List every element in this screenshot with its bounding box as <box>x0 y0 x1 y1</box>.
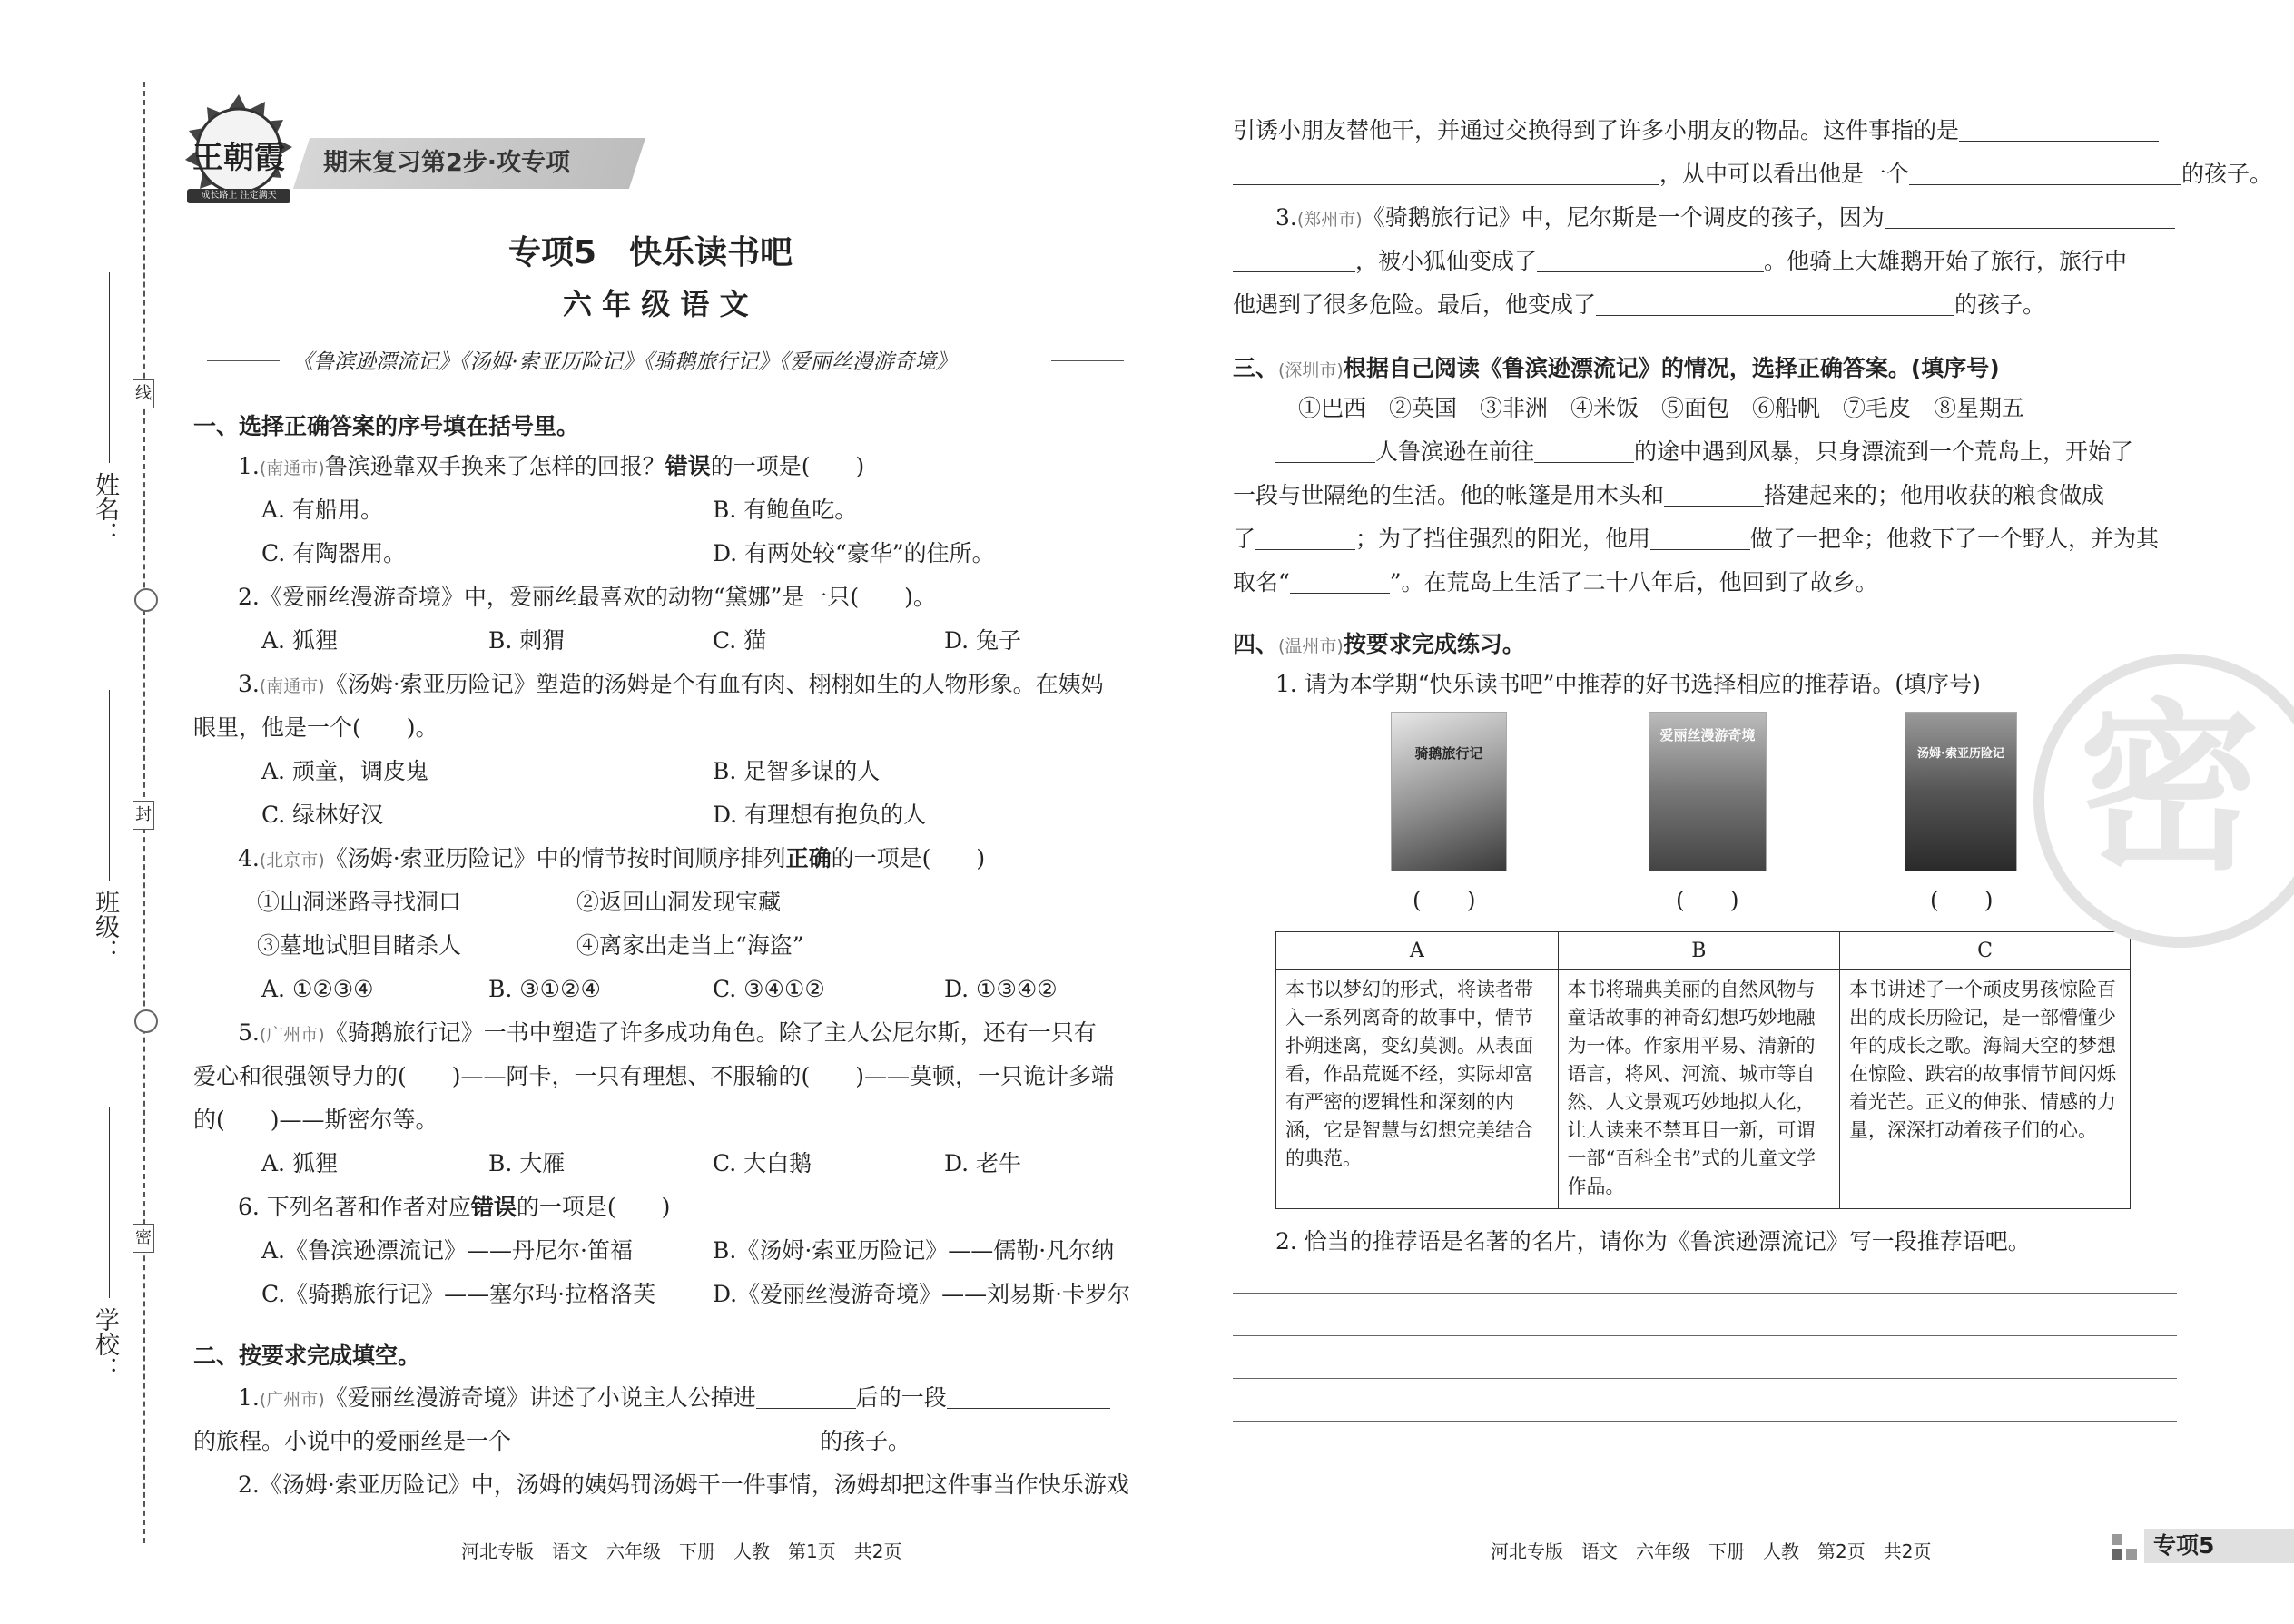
cover-answer-paren-3[interactable]: ( ) <box>1930 887 1994 913</box>
seal-char-xian: 线 <box>133 379 154 408</box>
s2-q1-blank-1[interactable] <box>756 1383 856 1409</box>
q1-stem: 1.(南通市)鲁滨逊靠双手换来了怎样的回报？错误的一项是( ) <box>238 453 865 479</box>
q1-option-d: D. 有两处较“豪华”的住所。 <box>713 540 995 566</box>
logo-text: 王朝霞 <box>192 140 285 176</box>
q2-option-c: C. 猫 <box>713 627 767 654</box>
s2-q3-line2: ，被小狐仙变成了 。他骑上大雄鹅开始了旅行，旅行中 <box>1233 245 2127 278</box>
q4-item-3: ③墓地试胆目睹杀人 <box>257 932 462 959</box>
brand-logo <box>180 91 298 209</box>
school-field[interactable] <box>109 1107 110 1298</box>
table-header-a: A <box>1276 932 1559 970</box>
recommendation-table <box>1275 931 2131 1209</box>
q3-stem-line2: 眼里，他是一个( )。 <box>193 714 438 741</box>
q3-option-a: A. 顽童，调皮鬼 <box>261 758 428 784</box>
answer-line-4[interactable] <box>1233 1421 2177 1422</box>
watermark-char: 密 <box>2079 684 2261 895</box>
footer-square <box>2126 1549 2137 1560</box>
footer-square <box>2112 1549 2122 1560</box>
header-banner: 期末复习第2步·攻专项 <box>323 149 571 177</box>
q6-option-d: D.《爱丽丝漫游奇境》——刘易斯·卡罗尔 <box>713 1281 1131 1307</box>
answer-line-3[interactable] <box>1233 1378 2177 1379</box>
q2-stem: 2.《爱丽丝漫游奇境》中，爱丽丝最喜欢的动物“黛娜”是一只( )。 <box>238 584 936 610</box>
q5-stem: 5.(广州市)《骑鹅旅行记》一书中塑造了许多成功角色。除了主人公尼尔斯，还有一只有 <box>238 1019 1097 1046</box>
q2-option-a: A. 狐狸 <box>261 627 338 654</box>
q5-option-a: A. 狐狸 <box>261 1150 338 1176</box>
s3-choices: ①巴西 ②英国 ③非洲 ④米饭 ⑤面包 ⑥船帆 ⑦毛皮 ⑧星期五 <box>1298 395 2025 421</box>
s2-q3-blank-4[interactable] <box>1596 290 1954 316</box>
s2-q1-blank-2[interactable] <box>947 1383 1110 1409</box>
s3-blank-1[interactable] <box>1275 437 1375 463</box>
section2-heading: 二、按要求完成填空。 <box>193 1343 421 1369</box>
s2-q2-blank-2[interactable] <box>1233 159 1659 185</box>
answer-line-1[interactable] <box>1233 1293 2177 1294</box>
answer-line-2[interactable] <box>1233 1335 2177 1336</box>
q4-item-1: ①山洞迷路寻找洞口 <box>257 889 462 915</box>
q6-option-a: A.《鲁滨逊漂流记》——丹尼尔·笛福 <box>261 1237 633 1264</box>
footer-right: 河北专版 语文 六年级 下册 人教 第2页 共2页 <box>1491 1540 1932 1562</box>
q1-option-a: A. 有船用。 <box>261 497 383 523</box>
s4-q2: 2. 恰当的推荐语是名著的名片，请你为《鲁滨逊漂流记》写一段推荐语吧。 <box>1275 1228 2031 1255</box>
s2-q3-line1: 3.(郑州市)《骑鹅旅行记》中，尼尔斯是一个调皮的孩子，因为 <box>1275 202 2175 236</box>
binding-hole <box>134 1009 158 1033</box>
q2-option-b: B. 刺猬 <box>488 627 566 654</box>
q4-option-b: B. ③①②④ <box>488 976 601 1002</box>
table-cell-a: 本书以梦幻的形式，将读者带入一系列离奇的故事中，情节扑朔迷离，变幻莫测。从表面看，作品荒诞不经，实际却富有严密的逻辑性和深刻的内涵，它是智慧与幻想完美结合的典范。 <box>1276 970 1559 1209</box>
page-subtitle: 六 年 级 语 文 <box>563 287 749 321</box>
q4-item-4: ④离家出走当上“海盗” <box>576 932 804 959</box>
s3-blank-3[interactable] <box>1664 480 1764 507</box>
class-field[interactable] <box>109 690 110 881</box>
s2-q1-line2: 的旅程。小说中的爱丽丝是一个 的孩子。 <box>193 1428 911 1454</box>
book-cover-title: 骑鹅旅行记 <box>1414 745 1483 762</box>
footer-square <box>2112 1534 2122 1545</box>
book-cover-nils <box>1391 712 1507 871</box>
q5-option-d: D. 老牛 <box>944 1150 1022 1176</box>
q4-stem: 4.(北京市)《汤姆·索亚历险记》中的情节按时间顺序排列正确的一项是( ) <box>238 845 986 871</box>
s2-q3-blank-2[interactable] <box>1233 246 1355 272</box>
s2-q2-line1: 2.《汤姆·索亚历险记》中，汤姆的姨妈罚汤姆干一件事情，汤姆却把这件事当作快乐游戏 <box>238 1471 1129 1498</box>
s2-q2-line2: 引诱小朋友替他干，并通过交换得到了许多小朋友的物品。这件事指的是 <box>1233 114 2159 147</box>
s2-q1-blank-3[interactable] <box>511 1426 820 1452</box>
cover-answer-paren-1[interactable]: ( ) <box>1413 887 1476 913</box>
q5-option-c: C. 大白鹅 <box>713 1150 812 1176</box>
q6-option-b: B.《汤姆·索亚历险记》——儒勒·凡尔纳 <box>713 1237 1115 1264</box>
q4-item-2: ②返回山洞发现宝藏 <box>576 889 782 915</box>
s2-q3-blank-1[interactable] <box>1885 202 2175 229</box>
q4-option-c: C. ③④①② <box>713 976 825 1002</box>
books-line-rule-left <box>207 360 280 361</box>
section1-heading: 一、选择正确答案的序号填在括号里。 <box>193 413 580 439</box>
s2-q2-blank-3[interactable] <box>1909 159 2181 185</box>
q6-option-c: C.《骑鹅旅行记》——塞尔玛·拉格洛芙 <box>261 1281 656 1307</box>
book-cover-title: 爱丽丝漫游奇境 <box>1659 727 1756 743</box>
q3-option-c: C. 绿林好汉 <box>261 802 384 828</box>
s3-line3: 了 ；为了挡住强烈的阳光，他用 做了一把伞；他救下了一个野人，并为其 <box>1233 526 2160 552</box>
s3-line2: 一段与世隔绝的生活。他的帐篷是用木头和 搭建起来的；他用收获的粮食做成 <box>1233 482 2105 508</box>
books-line-rule-right <box>1051 360 1124 361</box>
book-cover-tom <box>1905 712 2017 871</box>
footer-left: 河北专版 语文 六年级 下册 人教 第1页 共2页 <box>461 1540 902 1562</box>
q3-option-b: B. 足智多谋的人 <box>713 758 881 784</box>
s2-q2-blank-1[interactable] <box>1959 115 2159 142</box>
books-line: 《鲁滨逊漂流记》《汤姆·索亚历险记》《骑鹅旅行记》《爱丽丝漫游奇境》 <box>292 350 957 374</box>
s2-q3-blank-3[interactable] <box>1537 246 1764 272</box>
seal-char-feng: 封 <box>133 801 154 830</box>
name-field[interactable] <box>109 272 110 463</box>
table-header-b: B <box>1558 932 1840 970</box>
page-title: 专项5 快乐读书吧 <box>508 234 793 271</box>
binding-hole <box>134 588 158 612</box>
s3-blank-5[interactable] <box>1650 524 1750 550</box>
table-header-c: C <box>1840 932 2131 970</box>
q3-stem: 3.(南通市)《汤姆·索亚历险记》塑造的汤姆是个有血有肉、栩栩如生的人物形象。在姨妈 <box>238 671 1104 697</box>
s2-q1-line1: 1.(广州市)《爱丽丝漫游奇境》讲述了小说主人公掉进 后的一段 <box>238 1382 1110 1416</box>
table-cell-b: 本书将瑞典美丽的自然风物与童话故事的神奇幻想巧妙地融为一体。作家用平易、清新的语言，将风、河流、城市等自然、人文景观巧妙地拟人化，让人读来不禁耳目一新，可谓一部“百科全书”式的儿童文学作品。 <box>1558 970 1840 1209</box>
class-label: 班级： <box>91 890 119 963</box>
q5-option-b: B. 大雁 <box>488 1150 566 1176</box>
s3-blank-4[interactable] <box>1255 524 1355 550</box>
s2-q3-line3: 他遇到了很多危险。最后，他变成了 的孩子。 <box>1233 291 2046 318</box>
s4-q1: 1. 请为本学期“快乐读书吧”中推荐的好书选择相应的推荐语。(填序号) <box>1275 671 1981 697</box>
s2-q2-line3: ，从中可以看出他是一个 的孩子。 <box>1233 158 2272 191</box>
q5-stem-line3: 的( )——斯密尔等。 <box>193 1107 438 1133</box>
s3-blank-6[interactable] <box>1290 567 1390 594</box>
seal-char-mi: 密 <box>133 1224 154 1253</box>
section3-heading: 三、(深圳市)根据自己阅读《鲁滨逊漂流记》的情况，选择正确答案。(填序号) <box>1233 355 2000 381</box>
book-cover-title: 汤姆·索亚历险记 <box>1917 747 2004 761</box>
q4-option-d: D. ①③④② <box>944 976 1058 1002</box>
section4-heading: 四、(温州市)按要求完成练习。 <box>1233 631 1525 657</box>
s3-line4: 取名“ ”。在荒岛上生活了二十八年后，他回到了故乡。 <box>1233 569 1878 595</box>
q5-stem-line2: 爱心和很强领导力的( )——阿卡，一只有理想、不服输的( )——莫顿，一只诡计多端 <box>193 1063 1115 1089</box>
school-label: 学校： <box>91 1307 119 1381</box>
footer-tag: 专项5 <box>2153 1532 2215 1559</box>
q3-option-d: D. 有理想有抱负的人 <box>713 802 927 828</box>
q2-option-d: D. 兔子 <box>944 627 1022 654</box>
q6-stem: 6. 下列名著和作者对应错误的一项是( ) <box>238 1194 671 1220</box>
q4-option-a: A. ①②③④ <box>261 976 374 1002</box>
book-cover-alice <box>1649 712 1767 871</box>
q1-option-c: C. 有陶器用。 <box>261 540 407 566</box>
s3-line1: 人鲁滨逊在前往 的途中遇到风暴，只身漂流到一个荒岛上，开始了 <box>1275 436 2133 468</box>
name-label: 姓名： <box>91 472 119 546</box>
s3-blank-2[interactable] <box>1534 437 1634 463</box>
logo-ribbon: 成长路上 注定满天 <box>201 191 277 201</box>
cover-answer-paren-2[interactable]: ( ) <box>1676 887 1739 913</box>
q1-option-b: B. 有鲍鱼吃。 <box>713 497 858 523</box>
table-cell-c: 本书讲述了一个顽皮男孩惊险百出的成长历险记，是一部懵懂少年的成长之歌。海阔天空的梦想在惊险、跌宕的故事情节间闪烁着光芒。正义的伸张、情感的力量，深深打动着孩子们的心。 <box>1840 970 2131 1209</box>
